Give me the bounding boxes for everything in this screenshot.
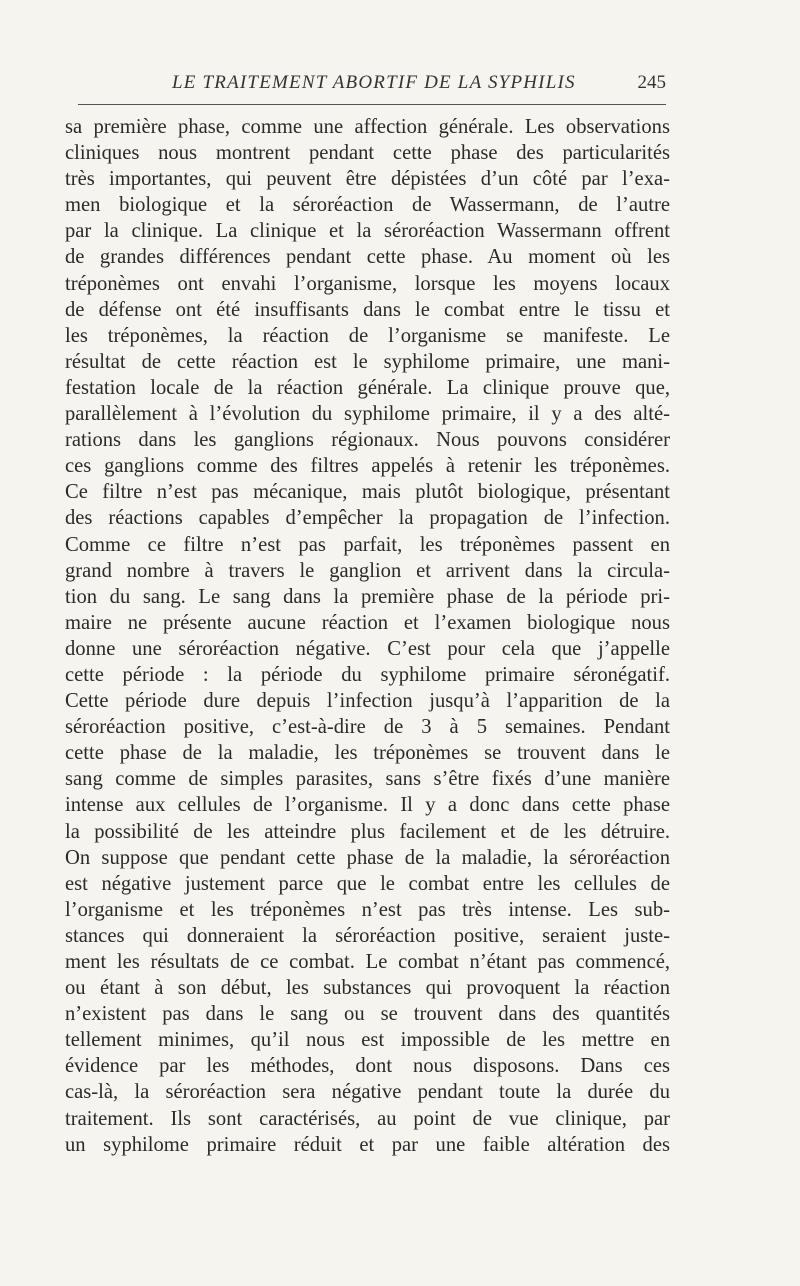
text-line: tellement minimes, qu’il nous est impossible de les mettre en: [65, 1029, 670, 1052]
text-line: les tréponèmes, la réaction de l’organisme se manifeste. Le: [65, 324, 670, 347]
text-line: l’organisme et les tréponèmes n’est pas très intense. Les sub-: [65, 898, 670, 921]
text-line: ou étant à son début, les substances qui provoquent la réaction: [65, 977, 670, 1000]
text-line: cette phase de la maladie, les tréponèmes se trouvent dans le: [65, 742, 670, 765]
running-header: [78, 72, 666, 98]
text-line: ces ganglions comme des filtres appelés à retenir les tréponèmes.: [65, 455, 670, 478]
text-line: ment les résultats de ce combat. Le combat n’étant pas commencé,: [65, 951, 670, 973]
header-rule: [78, 104, 666, 105]
page-number: 245: [637, 72, 666, 93]
text-line: On suppose que pendant cette phase de la maladie, la séroréaction: [65, 846, 670, 869]
text-line: tion du sang. Le sang dans la première phase de la période pri-: [65, 585, 670, 608]
text-line: rations dans les ganglions régionaux. Nous pouvons considérer: [65, 429, 670, 452]
text-line: sang comme de simples parasites, sans s’être fixés d’une manière: [65, 768, 670, 791]
text-line: men biologique et la séroréaction de Wassermann, de l’autre: [65, 194, 670, 217]
text-line: de défense ont été insuffisants dans le combat entre le tissu et: [65, 298, 670, 321]
body-text: [65, 114, 670, 1158]
text-line: des réactions capables d’empêcher la propagation de l’infection.: [65, 507, 670, 530]
text-line: cliniques nous montrent pendant cette phase des particularités: [65, 142, 670, 165]
text-line: par la clinique. La clinique et la séroréaction Wassermann offrent: [65, 220, 670, 243]
text-line: sa première phase, comme une affection générale. Les observations: [65, 116, 670, 138]
text-line: résultat de cette réaction est le syphilome primaire, une mani-: [65, 350, 670, 373]
text-line: intense aux cellules de l’organisme. Il y a donc dans cette phase: [65, 794, 670, 817]
text-line: évidence par les méthodes, dont nous disposons. Dans ces: [65, 1055, 670, 1078]
text-line: séroréaction positive, c’est-à-dire de 3 à 5 semaines. Pendant: [65, 716, 670, 739]
running-title: LE TRAITEMENT ABORTIF DE LA SYPHILIS: [172, 72, 576, 93]
text-line: très importantes, qui peuvent être dépistées d’un côté par l’exa-: [65, 168, 670, 191]
text-line: de grandes différences pendant cette phase. Au moment où les: [65, 246, 670, 269]
text-line: stances qui donneraient la séroréaction positive, seraient juste-: [65, 924, 670, 947]
text-line: Ce filtre n’est pas mécanique, mais plutôt biologique, présentant: [65, 481, 670, 504]
text-line: maire ne présente aucune réaction et l’examen biologique nous: [65, 611, 670, 634]
text-line: un syphilome primaire réduit et par une faible altération des: [65, 1133, 670, 1156]
text-line: tréponèmes ont envahi l’organisme, lorsque les moyens locaux: [65, 272, 670, 295]
text-line: grand nombre à travers le ganglion et arrivent dans la circula-: [65, 559, 670, 582]
text-line: cas-là, la séroréaction sera négative pendant toute la durée du: [65, 1081, 670, 1104]
text-line: est négative justement parce que le combat entre les cellules de: [65, 872, 670, 895]
text-line: donne une séroréaction négative. C’est pour cela que j’appelle: [65, 637, 670, 660]
text-line: parallèlement à l’évolution du syphilome primaire, il y a des alté-: [65, 403, 670, 426]
text-line: traitement. Ils sont caractérisés, au point de vue clinique, par: [65, 1107, 670, 1130]
text-line: la possibilité de les atteindre plus facilement et de les détruire.: [65, 820, 670, 843]
text-line: Cette période dure depuis l’infection jusqu’à l’apparition de la: [65, 690, 670, 713]
text-line: cette période : la période du syphilome primaire séronégatif.: [65, 663, 670, 686]
text-line: n’existent pas dans le sang ou se trouvent dans des quantités: [65, 1003, 670, 1026]
text-line: Comme ce filtre n’est pas parfait, les tréponèmes passent en: [65, 533, 670, 556]
text-line: festation locale de la réaction générale. La clinique prouve que,: [65, 376, 670, 399]
